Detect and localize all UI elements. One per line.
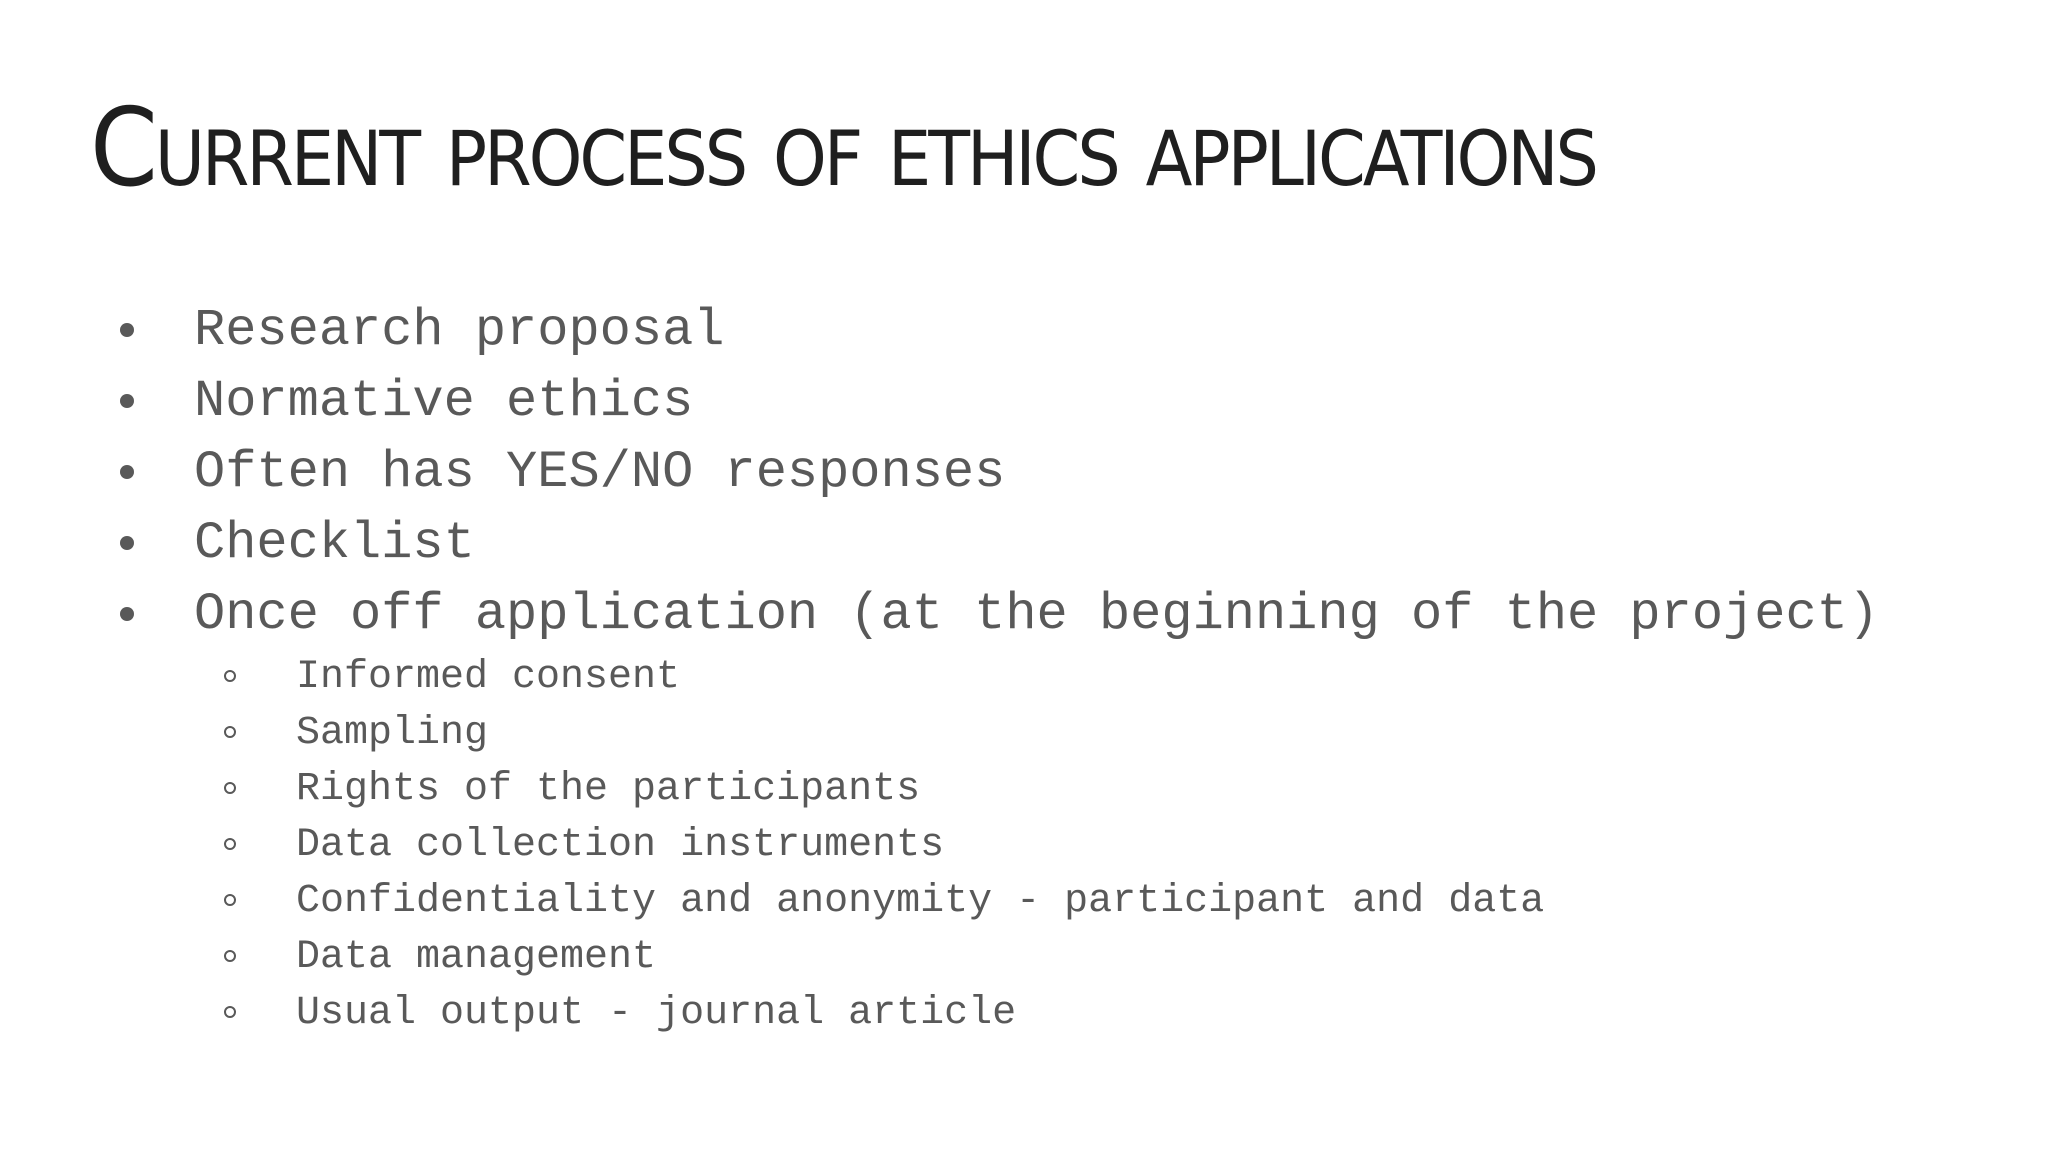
bullet-item [110, 437, 1879, 508]
bullet-text: Research proposal [194, 301, 725, 360]
sub-bullet-text: Usual output - journal article [296, 991, 1017, 1036]
bullet-item [110, 579, 1879, 650]
sub-bullet-item [110, 706, 1879, 762]
sub-bullet-item [110, 874, 1879, 930]
sub-bullet-text: Data collection instruments [296, 823, 945, 868]
bullet-dot-icon [120, 465, 134, 479]
bullet-list [110, 295, 1879, 1042]
bullet-text: Checklist [194, 514, 475, 573]
sub-bullet-item [110, 930, 1879, 986]
sub-bullet-text: Confidentiality and anonymity - participant and data [296, 879, 1545, 924]
sub-bullet-list [110, 650, 1879, 1042]
hollow-circle-icon [224, 950, 236, 962]
bullet-dot-icon [120, 323, 134, 337]
bullet-dot-icon [120, 536, 134, 550]
hollow-circle-icon [224, 838, 236, 850]
hollow-circle-icon [224, 894, 236, 906]
hollow-circle-icon [224, 726, 236, 738]
bullet-dot-icon [120, 607, 134, 621]
sub-bullet-text: Sampling [296, 711, 489, 756]
bullet-dot-icon [120, 394, 134, 408]
sub-bullet-text: Rights of the participants [296, 767, 921, 812]
bullet-text: Normative ethics [194, 372, 694, 431]
hollow-circle-icon [224, 1006, 236, 1018]
bullet-item [110, 508, 1879, 579]
bullet-item [110, 295, 1879, 366]
sub-bullet-group [110, 650, 1879, 1042]
bullet-item [110, 366, 1879, 437]
sub-bullet-item [110, 762, 1879, 818]
hollow-circle-icon [224, 670, 236, 682]
sub-bullet-text: Informed consent [296, 655, 681, 700]
bullet-text: Often has YES/NO responses [194, 443, 1006, 502]
slide-title: Current process of ethics applications [90, 86, 1596, 211]
bullet-text: Once off application (at the beginning of the project) [194, 585, 1880, 644]
sub-bullet-item [110, 818, 1879, 874]
sub-bullet-text: Data management [296, 935, 657, 980]
sub-bullet-item [110, 986, 1879, 1042]
sub-bullet-item [110, 650, 1879, 706]
hollow-circle-icon [224, 782, 236, 794]
